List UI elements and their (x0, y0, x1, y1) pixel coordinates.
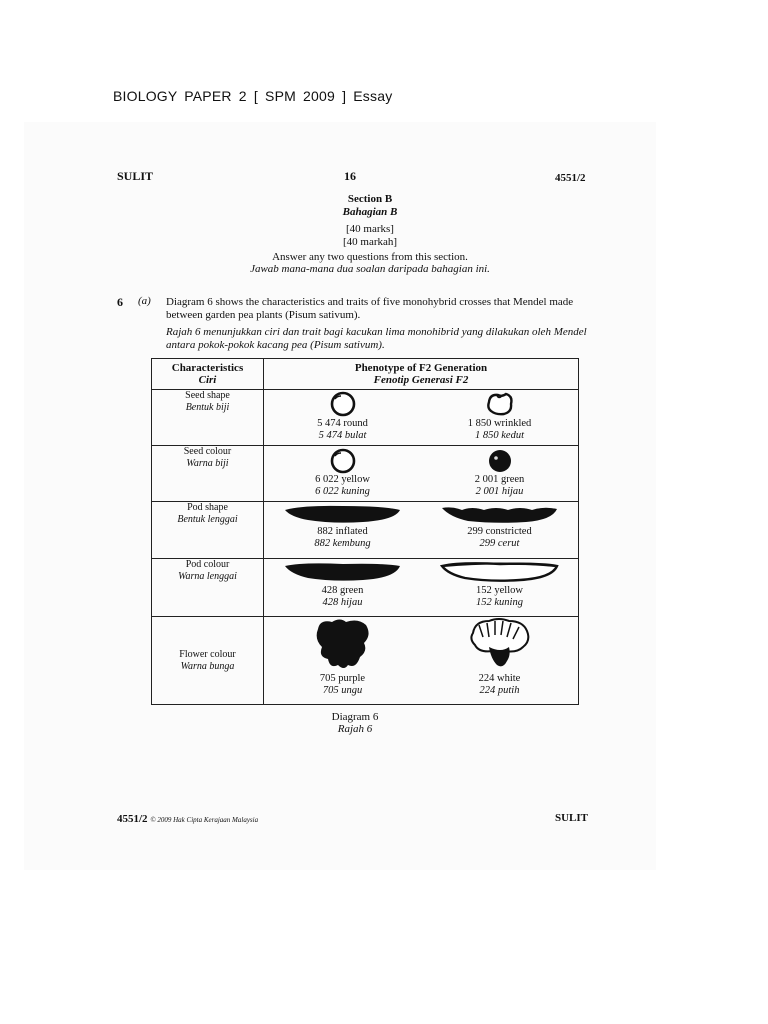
characteristic-label-ms: Bentuk lenggai (177, 514, 238, 525)
phenotype-count: 299 constricted (467, 526, 532, 537)
diagram-caption-ms: Rajah 6 (337, 723, 373, 735)
wrinkled-seed-icon (480, 390, 520, 418)
phenotype-count-ms: 428 hijau (322, 597, 363, 608)
footer-sulit: SULIT (555, 812, 589, 824)
table-header-row (152, 359, 579, 390)
section-title-ms: Bahagian B (342, 206, 398, 218)
phenotype-dominant (273, 617, 413, 697)
phenotype-count-ms: 882 kembung (314, 538, 371, 549)
green-seed-icon (480, 446, 520, 474)
phenotype-cell (264, 446, 579, 502)
characteristic-cell (152, 559, 264, 617)
table-row (152, 502, 579, 559)
phenotype-dominant (273, 390, 413, 442)
phenotype-count: 5 474 round (317, 418, 368, 429)
sulit-label: SULIT (117, 169, 154, 183)
phenotype-count: 428 green (321, 585, 364, 596)
phenotype-count-ms: 2 001 hijau (475, 486, 524, 497)
section-title: Section B (347, 193, 393, 205)
characteristics-header (152, 359, 264, 390)
characteristic-label-ms: Warna bunga (180, 661, 235, 672)
phenotype-dominant (273, 446, 413, 498)
phenotype-count: 882 inflated (317, 526, 368, 537)
characteristic-label: Seed shape (185, 390, 230, 401)
phenotype-recessive (430, 446, 570, 498)
phenotype-header (264, 359, 579, 390)
characteristic-label-ms: Warna biji (186, 458, 229, 469)
section-instruction-ms: Jawab mana-mana dua soalan daripada bahagian ini. (250, 263, 490, 275)
phenotype-recessive (430, 502, 570, 550)
section-marks-ms: [40 markah] (342, 236, 398, 248)
phenotype-count-ms: 224 putih (479, 685, 520, 696)
characteristic-label-ms: Bentuk biji (185, 402, 230, 413)
characteristic-label-ms: Warna lenggai (178, 571, 237, 582)
yellow-seed-icon (323, 446, 363, 474)
characteristic-label: Pod colour (185, 559, 230, 570)
table-row (152, 446, 579, 502)
purple-flower-icon (308, 617, 378, 673)
section-instruction: Answer any two questions from this section. (272, 251, 468, 263)
phenotype-count-ms: 299 cerut (479, 538, 520, 549)
phenotype-count-ms: 1 850 kedut (475, 430, 524, 441)
table-row (152, 390, 579, 446)
characteristic-label: Seed colour (183, 446, 232, 457)
phenotype-label: Phenotype of F2 Generation (354, 362, 488, 374)
phenotype-cell (264, 559, 579, 617)
phenotype-recessive (430, 617, 570, 697)
characteristic-label: Pod shape (187, 502, 228, 513)
phenotype-cell (264, 617, 579, 705)
phenotype-cell (264, 502, 579, 559)
phenotype-cell (264, 390, 579, 446)
phenotype-recessive (430, 559, 570, 609)
phenotype-count: 6 022 yellow (315, 474, 370, 485)
white-flower-icon (465, 617, 535, 673)
characteristic-cell (152, 617, 264, 705)
page-heading: BIOLOGY PAPER 2 [ SPM 2009 ] Essay (113, 88, 393, 104)
inflated-pod-icon (283, 502, 403, 526)
phenotype-count: 705 purple (319, 673, 366, 684)
phenotype-count: 2 001 green (474, 474, 525, 485)
diagram-caption: Diagram 6 (331, 711, 379, 723)
phenotype-count-ms: 6 022 kuning (315, 486, 370, 497)
phenotype-count-ms: 152 kuning (476, 597, 523, 608)
phenotype-dominant (273, 559, 413, 609)
phenotype-count-ms: 705 ungu (322, 685, 363, 696)
question-text-ms: Rajah 6 menunjukkan ciri dan trait bagi kacukan lima monohibrid yang dilakukan oleh Mendel antara pokok-pokok kacang pea (Pisum sativum). (166, 326, 587, 351)
yellow-pod-icon (440, 559, 560, 585)
section-marks: [40 marks] (346, 223, 394, 235)
footer-paper-code: 4551/2 (117, 813, 148, 825)
green-pod-icon (283, 559, 403, 585)
characteristics-label: Characteristics (171, 362, 244, 374)
question-number: 6 (117, 295, 123, 309)
footer-code (117, 813, 258, 825)
characteristic-cell (152, 446, 264, 502)
phenotype-recessive (430, 390, 570, 442)
question-part: (a) (138, 295, 151, 307)
round-seed-icon (323, 390, 363, 418)
page-number: 16 (344, 169, 356, 183)
characteristic-cell (152, 390, 264, 446)
footer-copyright: © 2009 Hak Cipta Kerajaan Malaysia (150, 816, 259, 824)
phenotype-label-ms: Fenotip Generasi F2 (373, 374, 469, 386)
phenotype-count: 224 white (478, 673, 521, 684)
paper-code: 4551/2 (555, 172, 586, 184)
characteristic-label: Flower colour (179, 649, 236, 660)
characteristics-label-ms: Ciri (198, 374, 217, 386)
constricted-pod-icon (440, 502, 560, 526)
question-text: Diagram 6 shows the characteristics and traits of five monohybrid crosses that Mendel made between garden pea plants (Pisum sativum). (166, 296, 574, 321)
table-row (152, 617, 579, 705)
diagram-6-table (151, 358, 579, 705)
phenotype-count: 152 yellow (476, 585, 523, 596)
table-row (152, 559, 579, 617)
characteristic-cell (152, 502, 264, 559)
phenotype-count: 1 850 wrinkled (467, 418, 532, 429)
phenotype-dominant (273, 502, 413, 550)
phenotype-count-ms: 5 474 bulat (318, 430, 367, 441)
